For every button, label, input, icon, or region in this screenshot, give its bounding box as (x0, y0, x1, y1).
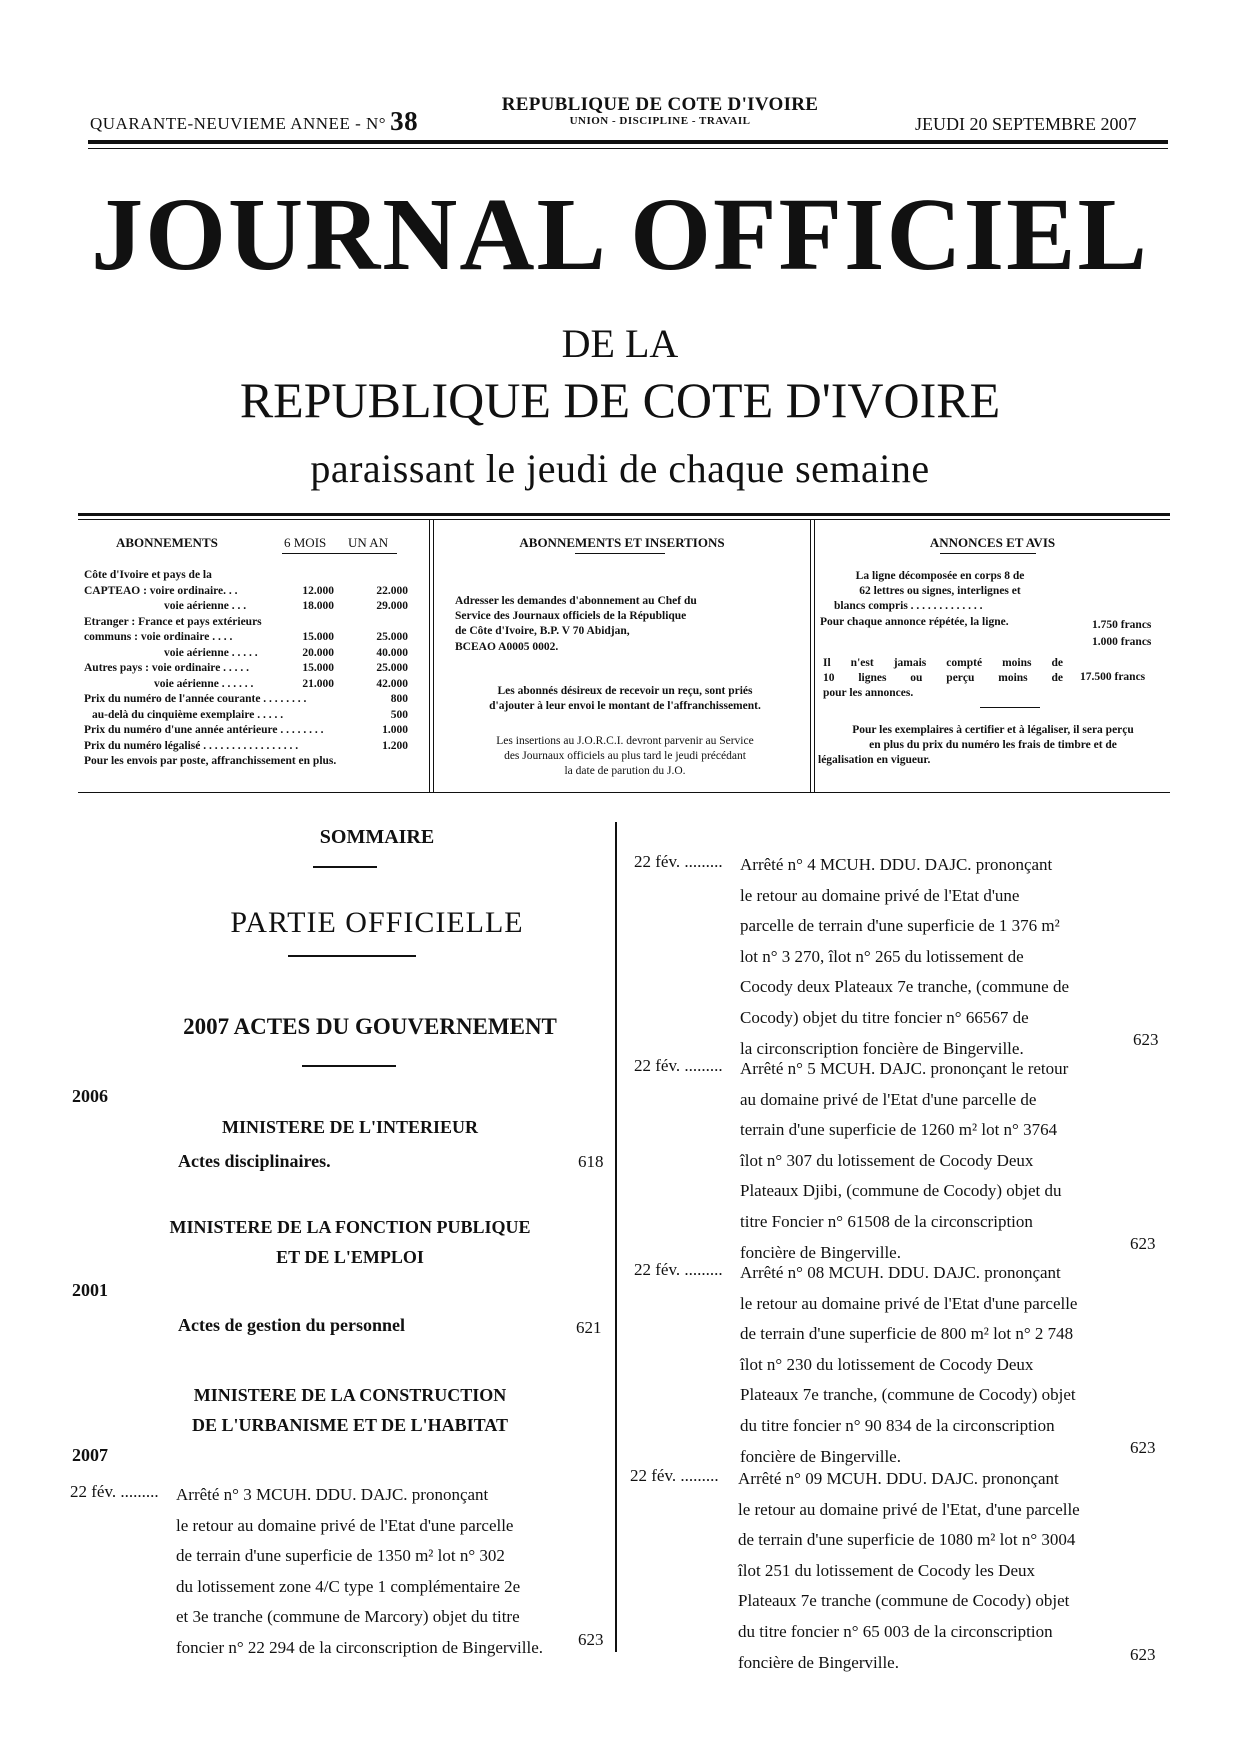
entry-line: Arrêté n° 3 MCUH. DDU. DAJC. prononçant (176, 1485, 489, 1504)
country-name: REPUBLIQUE DE COTE D'IVOIRE (239, 372, 1001, 428)
box-divider-1b (433, 520, 434, 792)
price-one-year: 25.000 (376, 631, 408, 643)
box-divider-1 (429, 520, 430, 792)
entry-line: Plateaux 7e tranche, (commune de Cocody) objet (740, 1385, 1076, 1405)
col-one-year: UN AN (348, 535, 389, 550)
subscription-label: voie aérienne . . . (164, 600, 247, 612)
price-one-year: 40.000 (376, 646, 408, 659)
item-personnel: Actes de gestion du personnel (178, 1315, 406, 1335)
subscription-label: Prix du numéro légalisé . . . . . . . . . . . . . . . . . (84, 739, 299, 752)
item-disciplinary: Actes disciplinaires. (178, 1151, 331, 1171)
announcements-line: Pour chaque annonce répétée, la ligne. (820, 615, 1009, 628)
announcements-line: blancs compris . . . . . . . . . . . . . (834, 600, 983, 613)
subscription-row (164, 599, 246, 614)
part-rule (288, 955, 416, 957)
entry-text (740, 850, 1116, 1064)
subscription-row (84, 584, 238, 599)
price-one-year: 800 (390, 693, 408, 705)
entry-line: du titre foncier n° 90 834 de la circonscription (740, 1415, 1055, 1435)
subscription-row (84, 630, 232, 645)
section-rule (302, 1065, 396, 1067)
announcements-title-rule (940, 553, 1036, 554)
entry-page: 623 (1130, 1234, 1156, 1253)
announcements-line: La ligne décomposée en corps 8 de (855, 570, 1025, 582)
announcements-line: pour les annonces. (823, 687, 914, 699)
insertions-p3-line: des Journaux officiels au plus tard le jeudi précédant (504, 750, 746, 763)
announcements-block2 (823, 656, 1063, 686)
announcements-block3 (818, 723, 1168, 769)
entry-line: la circonscription foncière de Bingerville. (740, 1038, 1024, 1058)
entry-date: 22 fév. ......... (634, 1056, 723, 1075)
entry-page: 623 (1133, 1030, 1159, 1049)
insertions-p2-line: d'ajouter à leur envoi le montant de l'affranchissement. (489, 700, 761, 713)
price-six-months: 15.000 (302, 631, 334, 643)
price-one-year: 500 (390, 708, 408, 721)
ministry-line: MINISTERE DE LA FONCTION PUBLIQUE (169, 1217, 531, 1237)
item-personnel-page: 621 (576, 1318, 602, 1337)
subscription-label: Prix du numéro d'une année antérieure . . . . . . . . (84, 724, 324, 736)
ministry-line: DE L'URBANISME ET DE L'HABITAT (191, 1415, 509, 1435)
item-disciplinary-page: 618 (578, 1152, 604, 1171)
insertions-title: ABONNEMENTS ET INSERTIONS (519, 535, 725, 550)
insertions-p1-line: Service des Journaux officiels de la République (455, 610, 687, 623)
masthead: JOURNAL OFFICIEL (91, 177, 1149, 292)
price-six-months: 21.000 (302, 677, 334, 690)
entry-line: foncier n° 22 294 de la circonscription de Bingerville. (176, 1637, 543, 1657)
de-la: DE LA (561, 321, 679, 366)
price-six-months: 15.000 (302, 662, 334, 674)
entry-line: au domaine privé de l'Etat d'une parcelle de (740, 1089, 1037, 1109)
box-top-rule-thin (78, 519, 1170, 520)
entry-line: parcelle de terrain d'une superficie de 1 376 m² (740, 916, 1060, 936)
entry-line: Cocody deux Plateaux 7e tranche, (commune de (740, 977, 1070, 997)
price-six-months: 18.000 (302, 600, 334, 612)
entry-line: Cocody) objet du titre foncier n° 66567 de (740, 1007, 1029, 1027)
entry-line: de terrain d'une superficie de 800 m² lot n° 2 748 (740, 1324, 1074, 1344)
subscription-label: communs : voie ordinaire . . . . (84, 631, 233, 643)
subscription-row (84, 661, 249, 676)
subscriptions-table (84, 568, 424, 788)
subscription-row (154, 677, 253, 692)
subscription-row (84, 615, 262, 630)
entry-line: îlot n° 307 du lotissement de Cocody Deux (740, 1150, 1034, 1170)
entry-line: de terrain d'une superficie de 1350 m² lot n° 302 (176, 1546, 505, 1566)
frequency: paraissant le jeudi de chaque semaine (310, 446, 930, 491)
entry-line: terrain d'une superficie de 1260 m² lot n° 3764 (740, 1120, 1058, 1140)
price-six-months: 12.000 (302, 584, 334, 597)
year-label: QUARANTE-NEUVIEME ANNEE - N° (90, 114, 387, 133)
issue-number: 38 (390, 106, 419, 136)
entry-text (740, 1258, 1116, 1472)
entry-line: et 3e tranche (commune de Marcory) objet du titre (176, 1607, 520, 1627)
entry-page: 623 (1130, 1438, 1156, 1457)
announcements-line: Il n'est jamais compté moins de (823, 657, 1063, 669)
insertions-p1 (455, 594, 795, 655)
col-six-months: 6 MOIS (284, 535, 327, 550)
year-2006: 2006 (72, 1086, 108, 1106)
entry-line: îlot 251 du lotissement de Cocody les Deux (738, 1560, 1035, 1580)
subscription-row (164, 646, 258, 661)
subscription-label: Etranger : France et pays extérieurs (84, 615, 262, 628)
box-top-rule (78, 513, 1170, 516)
insertions-p1-line: de Côte d'Ivoire, B.P. V 70 Abidjan, (455, 625, 630, 638)
subscription-label: Côte d'Ivoire et pays de la (84, 569, 212, 581)
insertions-p3-line: la date de parution du J.O. (564, 765, 686, 778)
price-line: 1.750 francs (1092, 619, 1152, 631)
entry-date: 22 fév. ......... (634, 852, 723, 871)
announcements-rule (980, 707, 1040, 708)
price-repeat: 1.000 francs (1092, 636, 1152, 648)
entry-line: le retour au domaine privé de l'Etat, d'une parcelle (738, 1499, 1080, 1519)
entry-line: Arrêté n° 08 MCUH. DDU. DAJC. prononçant (740, 1263, 1061, 1282)
price-one-year: 42.000 (376, 677, 408, 690)
subscription-label: au-delà du cinquième exemplaire . . . . . (92, 708, 284, 721)
price-one-year: 22.000 (376, 584, 408, 597)
entry-page: 623 (578, 1630, 604, 1649)
entry-line: le retour au domaine privé de l'Etat d'une parcelle (176, 1515, 514, 1535)
price-minimum: 17.500 francs (1080, 671, 1146, 683)
motto: UNION - DISCIPLINE - TRAVAIL (569, 115, 751, 127)
entry-line: lot n° 3 270, îlot n° 265 du lotissement de (740, 946, 1024, 966)
entry-line: le retour au domaine privé de l'Etat d'une (740, 885, 1020, 905)
announcements-line: légalisation en vigueur. (818, 754, 931, 767)
summary-title: SOMMAIRE (319, 826, 435, 848)
subscription-label: CAPTEAO : voire ordinaire. . . (84, 584, 238, 597)
ministry-interior: MINISTERE DE L'INTERIEUR (221, 1117, 479, 1137)
box-divider-2 (810, 520, 811, 792)
entry-line: foncière de Bingerville. (740, 1242, 901, 1262)
entry-date: 22 fév. ......... (634, 1260, 723, 1279)
subscription-row (84, 754, 336, 769)
entry-line: titre Foncier n° 61508 de la circonscription (740, 1211, 1033, 1231)
issue-date: JEUDI 20 SEPTEMBRE 2007 (915, 114, 1137, 134)
entry-line: îlot n° 230 du lotissement de Cocody Deux (740, 1354, 1034, 1374)
price-one-year: 29.000 (376, 600, 408, 612)
ministry-public-service (130, 1212, 570, 1272)
subscription-label: Autres pays : voie ordinaire . . . . . (84, 662, 250, 674)
ministry-construction (130, 1380, 570, 1440)
entry-date: 22 fév. ......... (630, 1466, 719, 1485)
announcements-title: ANNONCES ET AVIS (929, 535, 1056, 550)
section-title: 2007 ACTES DU GOUVERNEMENT (183, 1014, 557, 1039)
price-one-year: 1.000 (382, 724, 408, 736)
subscriptions-title: ABONNEMENTS (116, 535, 218, 550)
entry-line: du lotissement zone 4/C type 1 complémentaire 2e (176, 1576, 521, 1596)
entry-line: du titre foncier n° 65 003 de la circonscription (738, 1621, 1053, 1641)
price-one-year: 25.000 (376, 662, 408, 674)
insertions-title-rule (575, 553, 665, 554)
ministry-line: ET DE L'EMPLOI (276, 1247, 424, 1267)
price-six-months: 20.000 (302, 646, 334, 659)
subscription-label: voie aérienne . . . . . . (154, 677, 254, 690)
entry-text (740, 1054, 1116, 1268)
ministry-line: MINISTERE DE LA CONSTRUCTION (193, 1385, 507, 1405)
box-bottom-rule (78, 792, 1170, 793)
entry-text (176, 1480, 580, 1664)
announcements-line: Pour les exemplaires à certifier et à légaliser, il sera perçu (852, 724, 1134, 736)
insertions-p1-line: BCEAO A0005 0002. (455, 640, 559, 653)
column-divider (615, 822, 617, 1652)
subscriptions-col-rule (282, 553, 397, 554)
subscription-row (84, 723, 323, 738)
summary-rule (313, 866, 377, 868)
part-title: PARTIE OFFICIELLE (230, 906, 524, 939)
entry-line: Arrêté n° 5 MCUH. DAJC. prononçant le retour (740, 1059, 1069, 1078)
price-one-year: 1.200 (382, 739, 408, 752)
header-rule (88, 140, 1168, 144)
entry-line: Arrêté n° 4 MCUH. DDU. DAJC. prononçant (740, 855, 1053, 874)
entry-text (738, 1464, 1114, 1678)
subscription-row (92, 708, 283, 723)
entry-date: 22 fév. ......... (70, 1482, 159, 1501)
entry-line: le retour au domaine privé de l'Etat d'une parcelle (740, 1293, 1078, 1313)
announcements-line: en plus du prix du numéro les frais de timbre et de (869, 739, 1117, 752)
issue-label (90, 106, 418, 137)
insertions-p2-line: Les abonnés désireux de recevoir un reçu, sont priés (497, 685, 753, 697)
entry-line: foncière de Bingerville. (740, 1446, 901, 1466)
republic-name: REPUBLIQUE DE COTE D'IVOIRE (501, 94, 819, 115)
entry-page: 623 (1130, 1645, 1156, 1664)
header-rule-thin (88, 148, 1168, 149)
subscription-label: Prix du numéro de l'année courante . . . . . . . . (84, 693, 307, 705)
announcements-line: 62 lettres ou signes, interlignes et (859, 585, 1021, 598)
insertions-p1-line: Adresser les demandes d'abonnement au Chef du (455, 595, 697, 607)
subscription-label: Pour les envois par poste, affranchissement en plus. (84, 755, 337, 767)
box-divider-2b (814, 520, 815, 792)
entry-line: de terrain d'une superficie de 1080 m² lot n° 3004 (738, 1530, 1076, 1550)
republic-block (460, 94, 860, 127)
year-2007: 2007 (72, 1445, 108, 1465)
announcements-block1 (820, 569, 1060, 630)
entry-line: Plateaux Djibi, (commune de Cocody) objet du (740, 1181, 1062, 1201)
announcements-line: 10 lignes ou perçu moins de (823, 672, 1063, 685)
insertions-p2 (448, 684, 802, 714)
entry-line: Plateaux 7e tranche (commune de Cocody) objet (738, 1591, 1070, 1611)
entry-line: Arrêté n° 09 MCUH. DDU. DAJC. prononçant (738, 1469, 1059, 1488)
subscription-row (84, 568, 212, 583)
entry-line: foncière de Bingerville. (738, 1652, 899, 1672)
subscription-row (84, 692, 306, 707)
subscription-label: voie aérienne . . . . . (164, 646, 258, 659)
year-2001: 2001 (72, 1280, 108, 1300)
insertions-p3-line: Les insertions au J.O.R.C.I. devront parvenir au Service (496, 735, 754, 747)
insertions-p3 (448, 734, 802, 780)
subscription-row (84, 739, 298, 754)
